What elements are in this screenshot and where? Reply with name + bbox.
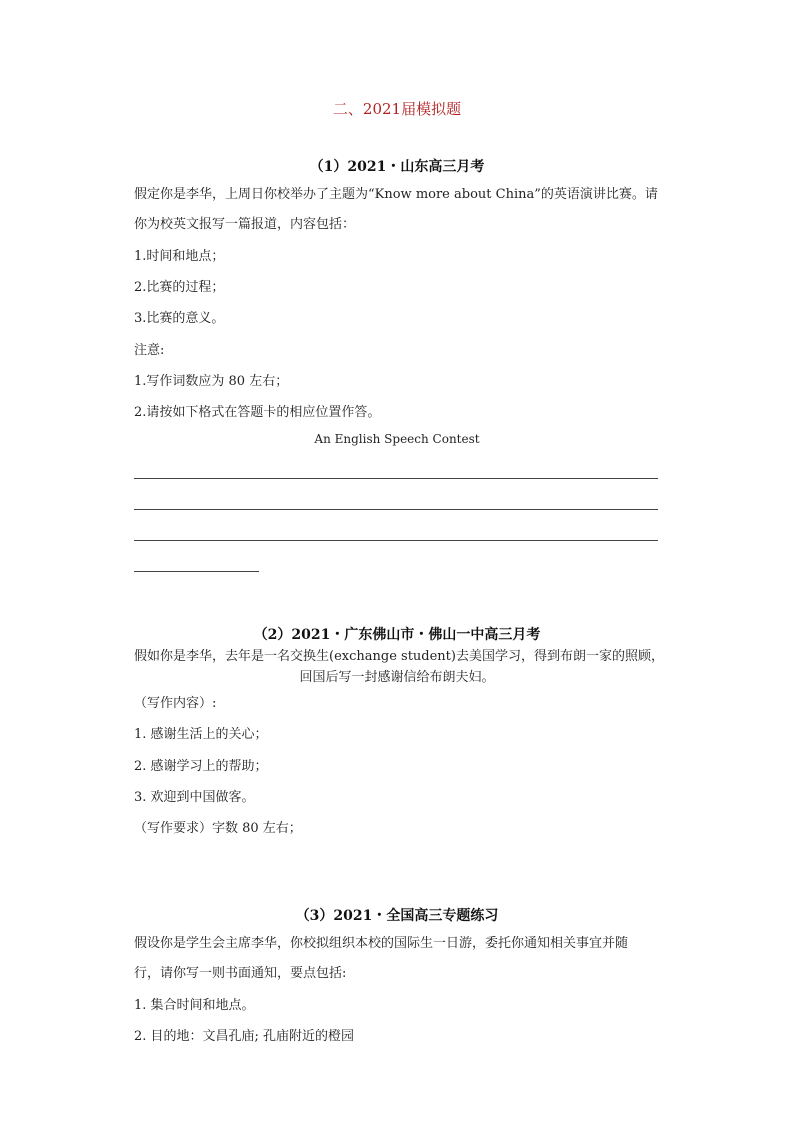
section2-item-2: 2. 感谢学习上的帮助； (134, 759, 268, 774)
section1-note-1: 1.写作词数应为 80 左右； (134, 374, 289, 389)
section1-item-2: 2.比赛的过程； (134, 280, 225, 295)
section1-note-label: 注意: (134, 343, 165, 358)
answer-line (134, 478, 658, 479)
section1-item-3: 3.比赛的意义。 (134, 311, 225, 326)
section2-prompt-line2: 回国后写一封感谢信给布朗夫妇。 (299, 670, 495, 685)
section2-requirement: （写作要求）字数 80 左右； (134, 821, 302, 836)
section2-content-label: （写作内容）: (134, 696, 217, 711)
section1-title: （1）2021・山东高三月考 (309, 159, 485, 175)
section3-title: （3）2021・全国高三专题练习 (295, 908, 499, 924)
essay-heading: An English Speech Contest (314, 432, 480, 446)
answer-line (134, 509, 658, 510)
section3-item-1: 1. 集合时间和地点。 (134, 998, 255, 1013)
section3-prompt-line1: 假设你是学生会主席李华，你校拟组织本校的国际生一日游，委托你通知相关事宜并随 (134, 936, 629, 951)
answer-line (134, 540, 658, 541)
section1-prompt-line2: 你为校英文报写一篇报道，内容包括： (134, 217, 356, 232)
answer-line-short (134, 571, 259, 572)
section1-prompt-line1: 假定你是李华，上周日你校举办了主题为“Know more about China”的英语演讲比赛。请 (134, 187, 658, 202)
section1-item-1: 1.时间和地点； (134, 249, 225, 264)
section3-item-2: 2. 目的地：文昌孔庙; 孔庙附近的橙园 (134, 1029, 355, 1044)
section2-title: （2）2021・广东佛山市・佛山一中高三月考 (253, 627, 541, 643)
section2-item-3: 3. 欢迎到中国做客。 (134, 790, 255, 805)
section2-prompt-line1: 假如你是李华，去年是一名交换生(exchange student)去美国学习，得到布朗一家的照顾， (134, 649, 664, 664)
section2-item-1: 1. 感谢生活上的关心； (134, 727, 268, 742)
section1-note-2: 2.请按如下格式在答题卡的相应位置作答。 (134, 405, 381, 420)
section3-prompt-line2: 行，请你写一则书面通知，要点包括: (134, 966, 347, 981)
page-title: 二、2021届模拟题 (332, 100, 462, 118)
